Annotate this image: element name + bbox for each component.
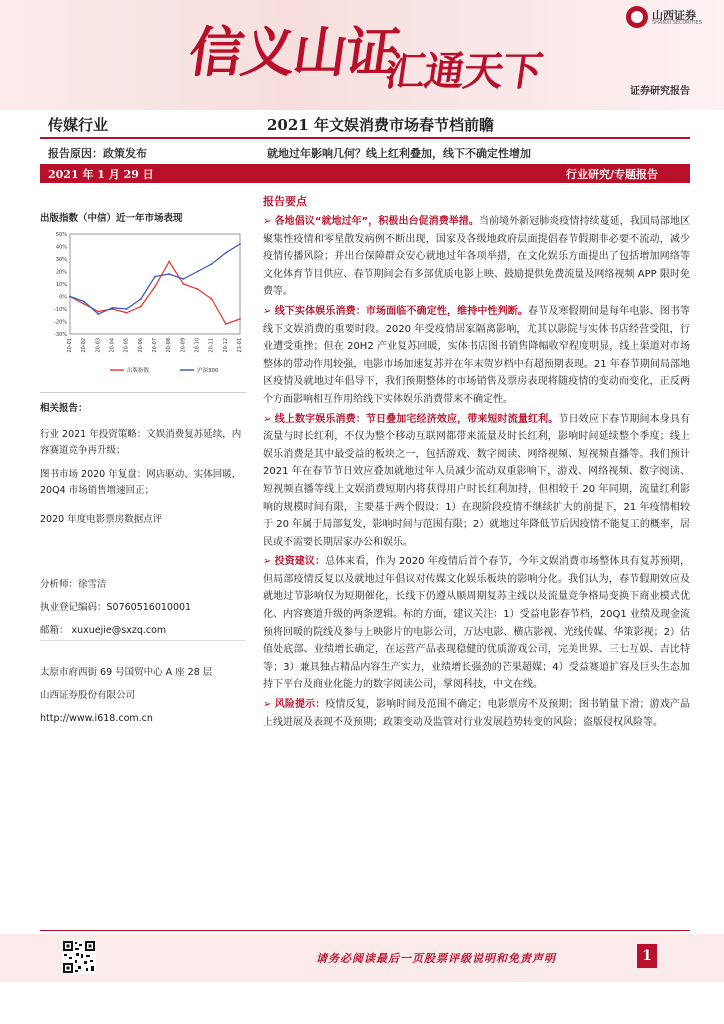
header-divider: [40, 137, 690, 139]
related-report-1[interactable]: 行业 2021 年投资策略：文娱消费复苏延续，内容赛道竞争再升级；: [40, 429, 242, 456]
y-tick-label: 0%: [59, 294, 67, 301]
analyst-email[interactable]: 邮箱： xuxuejie@sxzq.com: [40, 625, 167, 636]
page-number: 1: [637, 944, 657, 968]
data-point: [140, 306, 142, 308]
x-tick-label: 20-01: [67, 338, 73, 353]
company-address: 太原市府西街 69 号国贸中心 A 座 28 层: [40, 667, 213, 678]
logo-icon: [626, 6, 648, 28]
y-tick-label: 30%: [55, 257, 67, 263]
y-tick-label: 50%: [55, 232, 67, 238]
x-tick-label: 21-01: [237, 338, 243, 353]
data-point: [211, 298, 213, 300]
related-heading: 相关报告：: [40, 403, 88, 414]
company-name: 山西证券股份有限公司: [40, 690, 136, 701]
x-tick-label: 20-02: [81, 338, 88, 353]
data-point: [83, 303, 85, 305]
data-point: [126, 308, 128, 310]
related-report-3[interactable]: 2020 年度电影票房数据点评: [40, 514, 163, 525]
footer-divider: [40, 930, 690, 931]
data-point: [126, 312, 128, 314]
summary-point-3: ➢ 线上数字娱乐消费：节日叠加宅经济效应，带来短时流量红利。节日效应下春节期间本身具有流量与时长红利，不仅为整个移动互联网都带来流量及时长红利，影响时间延续整个季度；线上娱乐消费是其中最受益的板块之一，包括游戏、数字阅读、网络视频、短视频直播等。我们预计 2021 年在春节节日效应叠加就地过年人员减少流动双重影响下，游戏、网络视频、数字阅读、短视频直播等线上文娱消费短期内将获得用户时长红利加持，但相较于 20 年同期，流量红利影响的规模时间有限，主要基于两个假设：1）在现阶段疫情不继续扩大的前提下，21 年疫情相较于 20 年属于局部复发，影响时间与范围有限；2）就地过年降低节后因疫情不能复工的概率，居民或不需要长期居家办公和娱乐。: [263, 413, 691, 548]
summary-point-5: ➢ 风险提示：疫情反复，影响时间及范围不确定；电影票房不及预期；图书销量下滑；游戏产品上线进展及表现不及预期；政策变动及监管对行业发展趋势转变的风险；盗版侵权风险等。: [263, 699, 691, 728]
related-report-2[interactable]: 图书市场 2020 年复盘：网店驱动、实体回暖，20Q4 市场销售增速回正；: [40, 469, 242, 496]
bullet-arrow-icon: ➢: [263, 556, 275, 568]
summary-point-2: ➢ 线下实体娱乐消费：市场面临不确定性，维持中性判断。春节及寒假期间是每年电影、图书等线下文娱消费的重要时段。2020 年受疫情居家隔离影响，尤其以影院与实体书店经营受阻，行业遭受重挫；但在 20H2 产业复苏回暖，实体书店图书销售降幅收窄程度明显，线上渠道对市场整体的带动作用较强，电影市场加速复苏并在年末贺岁档中有超预期表现。21 年春节期间局部地区疫情及就地过年倡导下，我们预期整体的市场销售及票房表现将随疫情的变动而变化，正反两个方面影响相互作用给线下实体娱乐消费带来不确定性。: [263, 305, 691, 405]
data-point: [197, 288, 199, 290]
slogan-part1: 信义山证: [185, 21, 402, 84]
data-point: [182, 283, 184, 285]
summary-point-4: ➢ 投资建议：总体来看，作为 2020 年疫情后首个春节，今年文娱消费市场整体具有复苏预期，但局部疫情反复以及就地过年倡议对传媒文化娱乐板块的影响分化。我们认为，春节假期效应及就地过节影响仅为短期催化，长线下仍遵从顺周期复苏主线以及流量竞争格局变换下商业模式优化、内容赛道升级的两条逻辑。标的方面，建议关注：1）受益电影春节档，20Q1 业绩及现金流预将回暖的院线及参与上映影片的电影公司，万达电影、横店影视、光线传媒、华策影视；2）估值处底部、业绩增长确定，在运营产品表现稳健的优质游戏公司，完美世界、三七互娱、吉比特等；3）兼具独占精品内容生产实力，业绩增长强劲的芒果超媒；4）受益赛道扩容及巨头生态加持下平台及商业化能力的数字阅读公司，掌阅科技，中文在线。: [263, 556, 690, 691]
report-type: 证券研究报告: [630, 86, 690, 97]
analyst-name: 分析师：徐雪洁: [40, 579, 107, 590]
data-point: [168, 273, 170, 275]
x-tick-label: 20-11: [208, 338, 215, 353]
data-point: [225, 323, 227, 325]
legend-label-1: 出版指数: [127, 368, 150, 374]
y-tick-label: -30%: [54, 332, 67, 338]
data-point: [168, 261, 170, 263]
company-website[interactable]: http://www.i618.com.cn: [40, 713, 153, 724]
y-tick-label: 10%: [55, 282, 67, 288]
analyst-license: 执业登记编码：S0760516010001: [40, 602, 192, 613]
qr-code-icon: [62, 940, 96, 974]
data-point: [97, 313, 99, 315]
summary-heading: 报告要点: [263, 195, 307, 208]
series-line-1: [70, 262, 240, 325]
industry-label: 传媒行业: [48, 116, 109, 134]
data-point: [197, 271, 199, 273]
x-tick-label: 20-04: [109, 338, 116, 353]
data-point: [154, 276, 156, 278]
data-point: [211, 263, 213, 265]
bullet-arrow-icon: ➢: [263, 413, 275, 425]
market-chart-svg: [40, 228, 246, 380]
slogan-part2: 汇通天下: [382, 49, 545, 95]
logo-name: 山西证券: [652, 9, 696, 22]
y-tick-label: -10%: [54, 307, 67, 313]
bullet-arrow-icon: ➢: [263, 216, 275, 227]
report-reason: 报告原因：政策发布: [48, 147, 147, 160]
data-point: [182, 278, 184, 280]
y-tick-label: 20%: [55, 269, 67, 276]
y-tick-label: -20%: [54, 319, 67, 326]
x-tick-label: 20-12: [222, 338, 229, 353]
bullet-arrow-icon: ➢: [263, 699, 275, 711]
market-chart: [40, 228, 246, 380]
x-tick-label: 20-03: [95, 338, 102, 353]
report-category: 行业研究/专题报告: [566, 168, 659, 181]
report-title: 2021 年文娱消费市场春节档前瞻: [267, 116, 494, 134]
x-tick-label: 20-05: [123, 338, 130, 353]
summary-body: [263, 213, 690, 733]
chart-title: 出版指数（中信）近一年市场表现: [40, 213, 183, 224]
x-tick-label: 20-09: [180, 338, 187, 353]
legend-label-2: 沪深300: [197, 368, 219, 374]
x-tick-label: 20-10: [194, 338, 201, 353]
data-point: [140, 298, 142, 300]
data-point: [239, 243, 241, 245]
y-tick-label: 40%: [55, 244, 67, 251]
bullet-arrow-icon: ➢: [263, 305, 275, 317]
data-point: [112, 307, 114, 309]
data-point: [154, 286, 156, 288]
report-subtitle: 就地过年影响几何？线上红利叠加，线下不确定性增加: [267, 147, 531, 160]
summary-point-1: ➢ 各地倡议“就地过年”，积极出台促消费举措。当前境外新冠肺炎疫情持续蔓延，我国局部地区聚集性疫情和零星散发病例不断出现，国家及各级地政府层面提倡春节假期非必要不流动，减少疫情传播风险；并出台保障群众安心就地过年各项举措，在文化娱乐方面提出了包括增加网络等文化体育节目供应、春节期间会有多部优质电影上映、鼓励提供免费流量及网络视频 APP 限时免费等。: [263, 216, 691, 298]
x-tick-label: 20-06: [137, 338, 144, 353]
data-point: [69, 296, 71, 298]
data-point: [83, 301, 85, 303]
company-logo: [626, 6, 720, 30]
data-point: [225, 252, 227, 254]
x-tick-label: 20-08: [166, 338, 173, 353]
x-tick-label: 20-07: [152, 338, 158, 353]
report-date: 2021 年 1 月 29 日: [48, 168, 154, 181]
header-banner: [0, 0, 724, 110]
disclaimer-note: 请务必阅读最后一页股票评级说明和免责声明: [316, 952, 556, 965]
contact-divider: [40, 640, 246, 641]
logo-en: SHANXI SECURITIES: [652, 20, 702, 26]
data-point: [239, 318, 241, 320]
plot-frame: [70, 234, 240, 334]
data-point: [97, 311, 99, 313]
chart-divider: [40, 392, 246, 393]
